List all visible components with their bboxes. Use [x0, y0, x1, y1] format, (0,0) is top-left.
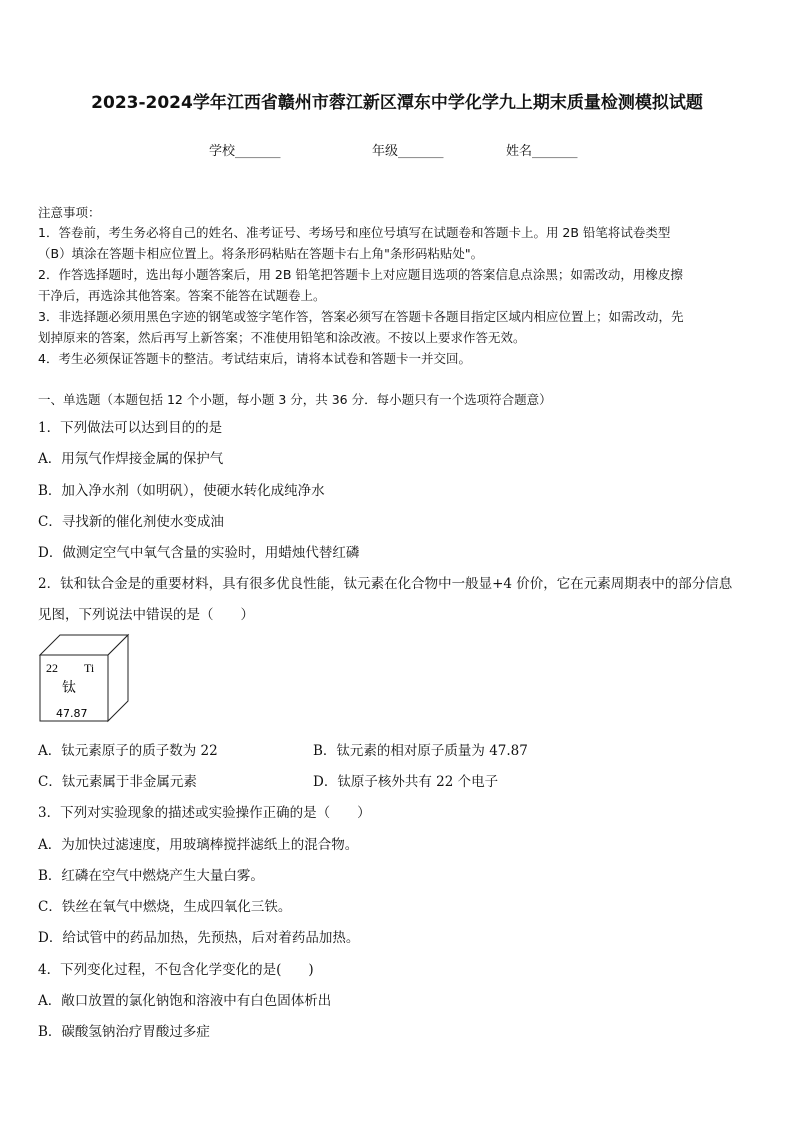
notice-line: 4．考生必须保证答题卡的整洁。考试结束后，请将本试卷和答题卡一并交回。	[38, 351, 471, 366]
notice-line: （B）填涂在答题卡相应位置上。将条形码粘贴在答题卡右上角"条形码粘贴处"。	[38, 246, 484, 261]
question-stem-continued: 见图，下列说法中错误的是（ ）	[38, 607, 254, 623]
student-info-row	[0, 140, 794, 160]
section-heading: 一、单选题（本题包括 12 个小题，每小题 3 分，共 36 分．每小题只有一个选项符合题意）	[38, 392, 552, 407]
option-c[interactable]: C．钛元素属于非金属元素	[38, 774, 197, 790]
notice-line: 2．作答选择题时，选出每小题答案后，用 2B 铅笔把答题卡上对应题目选项的答案信息点涂黑；如需改动，用橡皮擦	[38, 267, 683, 282]
option-a[interactable]: A．钛元素原子的质子数为 22	[38, 743, 218, 759]
option-d[interactable]: D．钛原子核外共有 22 个电子	[313, 774, 499, 790]
option-a[interactable]: A．为加快过滤速度，用玻璃棒搅拌滤纸上的混合物。	[38, 837, 359, 853]
notice-line: 3．非选择题必须用黑色字迹的钢笔或签字笔作答，答案必须写在答题卡各题目指定区域内相应位置上；如需改动，先	[38, 309, 684, 324]
option-b[interactable]: B．碳酸氢钠治疗胃酸过多症	[38, 1024, 210, 1040]
option-b[interactable]: B．红磷在空气中燃烧产生大量白雾。	[38, 868, 264, 884]
periodic-element-box	[38, 633, 130, 725]
option-a[interactable]: A．敞口放置的氯化钠饱和溶液中有白色固体析出	[38, 993, 332, 1009]
element-name: 钛	[62, 680, 76, 696]
option-b[interactable]: B．加入净水剂（如明矾），使硬水转化成纯净水	[38, 483, 325, 499]
notice-line: 干净后，再选涂其他答案。答案不能答在试题卷上。	[38, 288, 326, 303]
notice-line: 1．答卷前，考生务必将自己的姓名、准考证号、考场号和座位号填写在试题卷和答题卡上。用 2B 铅笔将试卷类型	[38, 225, 671, 240]
question-stem: 2．钛和钛合金是的重要材料，具有很多优良性能，钛元素在化合物中一般显+4 价价，它在元素周期表中的部分信息	[38, 576, 733, 592]
question-stem: 3．下列对实验现象的描述或实验操作正确的是（ ）	[38, 805, 371, 821]
atomic-mass: 47.87	[56, 707, 88, 720]
element-symbol: Ti	[84, 661, 95, 675]
option-d[interactable]: D．做测定空气中氧气含量的实验时，用蜡烛代替红磷	[38, 545, 360, 561]
grade-field[interactable]: 年级_______	[372, 144, 444, 159]
question-stem: 1．下列做法可以达到目的的是	[38, 420, 223, 436]
page-title: 2023-2024学年江西省赣州市蓉江新区潭东中学化学九上期末质量检测模拟试题	[91, 93, 703, 113]
notice-heading: 注意事项：	[38, 205, 101, 220]
name-field[interactable]: 姓名_______	[506, 144, 578, 159]
question-stem: 4．下列变化过程，不包含化学变化的是( )	[38, 962, 314, 978]
option-b[interactable]: B．钛元素的相对原子质量为 47.87	[313, 743, 528, 759]
option-c[interactable]: C．铁丝在氧气中燃烧，生成四氧化三铁。	[38, 899, 292, 915]
option-c[interactable]: C．寻找新的催化剂使水变成油	[38, 514, 224, 530]
option-a[interactable]: A．用氖气作焊接金属的保护气	[38, 451, 224, 467]
atomic-number: 22	[46, 661, 58, 675]
school-field[interactable]: 学校_______	[209, 144, 281, 159]
option-d[interactable]: D．给试管中的药品加热，先预热，后对着药品加热。	[38, 930, 360, 946]
notice-line: 划掉原来的答案，然后再写上新答案；不准使用铅笔和涂改液。不按以上要求作答无效。	[38, 330, 526, 345]
